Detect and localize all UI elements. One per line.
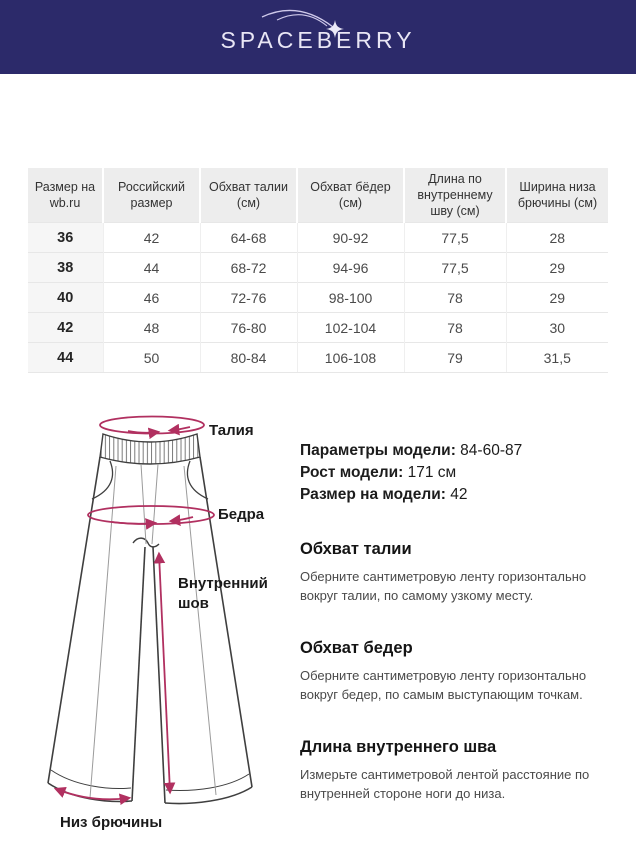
guide-text-waist: Оберните сантиметровую ленту горизонтально вокруг талии, по самому узкому месту. xyxy=(300,569,587,603)
measure-info-column xyxy=(300,440,618,803)
cell-hips: 102-104 xyxy=(297,313,404,343)
model-params-line xyxy=(300,440,618,462)
hem-arrow xyxy=(56,789,129,799)
cell-wb-size: 44 xyxy=(28,343,103,373)
pants-drawing xyxy=(12,402,292,848)
inseam-arrow xyxy=(159,554,170,792)
cell-ru-size: 46 xyxy=(103,283,200,313)
cell-ru-size: 44 xyxy=(103,253,200,283)
cell-ru-size: 42 xyxy=(103,223,200,253)
guide-title-inseam: Длина внутреннего шва xyxy=(300,738,497,756)
cell-hips: 94-96 xyxy=(297,253,404,283)
cell-leg-opening: 29 xyxy=(506,253,608,283)
guide-title-waist: Обхват талии xyxy=(300,540,412,558)
cell-wb-size: 36 xyxy=(28,223,103,253)
hips-label: Бедра xyxy=(218,506,265,523)
guide-text-hips: Оберните сантиметровую ленту горизонтально вокруг бедер, по самым выступающим точкам. xyxy=(300,668,587,702)
size-table xyxy=(28,168,608,373)
col-header-waist: Обхват талии (см) xyxy=(200,168,297,223)
cell-inseam: 77,5 xyxy=(404,223,506,253)
waist-label: Талия xyxy=(209,422,254,439)
cell-waist: 72-76 xyxy=(200,283,297,313)
model-size-line xyxy=(300,484,618,506)
size-table-header xyxy=(28,168,608,223)
brand-banner xyxy=(0,0,636,74)
col-header-leg-opening: Ширина низа брючины (см) xyxy=(506,168,608,223)
cell-waist: 80-84 xyxy=(200,343,297,373)
pants-outline xyxy=(48,434,252,803)
cell-inseam: 78 xyxy=(404,313,506,343)
model-info xyxy=(300,440,618,506)
guide-title-hips: Обхват бедер xyxy=(300,639,413,657)
col-header-hips: Обхват бёдер (см) xyxy=(297,168,404,223)
guide-text-inseam: Измерьте сантиметровой лентой расстояние по внутренней стороне ноги до низа. xyxy=(300,767,590,801)
col-header-wb-size: Размер на wb.ru xyxy=(28,168,103,223)
cell-hips: 90-92 xyxy=(297,223,404,253)
table-row xyxy=(28,253,608,283)
guide-section-waist xyxy=(300,540,618,605)
model-height-label: Рост модели: xyxy=(300,464,404,481)
hips-ellipse xyxy=(88,506,214,524)
cell-ru-size: 50 xyxy=(103,343,200,373)
cell-hips: 98-100 xyxy=(297,283,404,313)
table-row xyxy=(28,343,608,373)
cell-leg-opening: 28 xyxy=(506,223,608,253)
model-height-line xyxy=(300,462,618,484)
model-height-value: 171 см xyxy=(407,464,457,481)
cell-waist: 76-80 xyxy=(200,313,297,343)
cell-leg-opening: 29 xyxy=(506,283,608,313)
hem-label: Низ брючины xyxy=(60,814,163,831)
table-row xyxy=(28,313,608,343)
cell-ru-size: 48 xyxy=(103,313,200,343)
inseam-label-line1: Внутренний xyxy=(178,575,268,592)
table-row xyxy=(28,283,608,313)
pants-measurement-diagram xyxy=(12,402,292,853)
model-size-label: Размер на модели: xyxy=(300,486,446,503)
model-size-value: 42 xyxy=(450,486,468,503)
crease-lines xyxy=(90,464,216,798)
cell-inseam: 78 xyxy=(404,283,506,313)
cell-hips: 106-108 xyxy=(297,343,404,373)
cell-leg-opening: 31,5 xyxy=(506,343,608,373)
guide-section-hips xyxy=(300,639,618,704)
inseam-label-line2: шов xyxy=(178,595,209,612)
cell-wb-size: 38 xyxy=(28,253,103,283)
cell-waist: 64-68 xyxy=(200,223,297,253)
waist-ellipse xyxy=(100,417,204,434)
table-header-row xyxy=(28,168,608,223)
cell-wb-size: 40 xyxy=(28,283,103,313)
cell-waist: 68-72 xyxy=(200,253,297,283)
model-params-label: Параметры модели: xyxy=(300,442,456,459)
col-header-inseam: Длина по внутреннему шву (см) xyxy=(404,168,506,223)
cell-wb-size: 42 xyxy=(28,313,103,343)
cell-inseam: 77,5 xyxy=(404,253,506,283)
guide-section-inseam xyxy=(300,738,618,803)
model-params-value: 84-60-87 xyxy=(460,442,523,459)
table-row xyxy=(28,223,608,253)
brand-logo-text: SPACEBERRY xyxy=(220,27,416,53)
cell-inseam: 79 xyxy=(404,343,506,373)
col-header-ru-size: Российский размер xyxy=(103,168,200,223)
cell-leg-opening: 30 xyxy=(506,313,608,343)
